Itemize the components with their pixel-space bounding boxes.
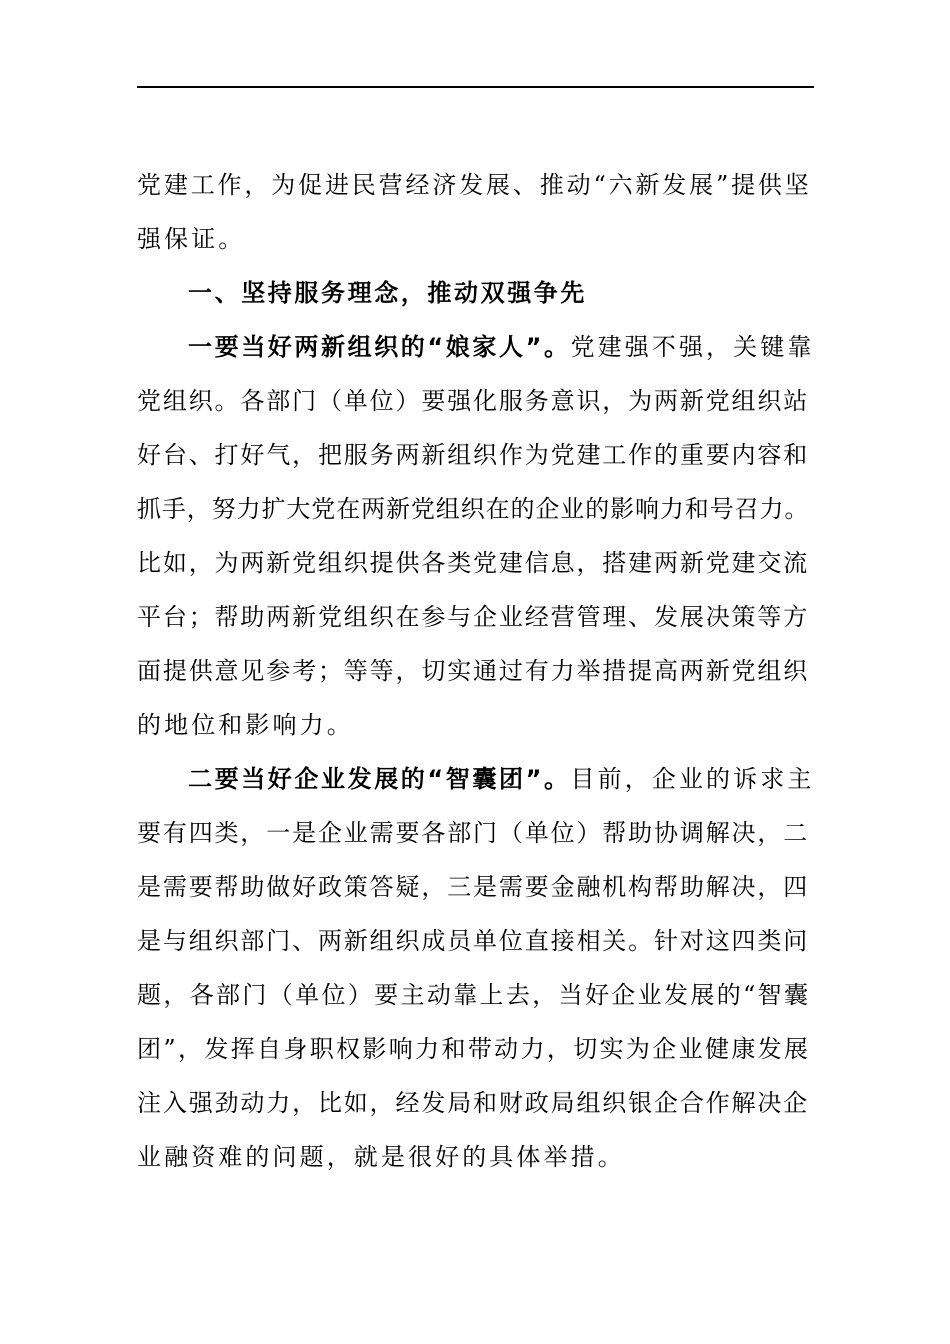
para2-line: 要有四类，一是企业需要各部门（单位）帮助协调解决，二 <box>137 819 810 847</box>
para1-line: 抓手，努力扩大党在两新党组织在的企业的影响力和号召力。 <box>137 495 810 523</box>
para2-line: 题，各部门（单位）要主动靠上去，当好企业发展的“智囊 <box>137 981 811 1009</box>
para2-line: 业融资难的问题，就是很好的具体举措。 <box>137 1143 625 1171</box>
para2-first-line-rest: 目前，企业的诉求主 <box>570 765 815 793</box>
header-rule <box>137 86 814 88</box>
section-heading: 一、坚持服务理念，推动双强争先 <box>188 279 587 307</box>
para1-line: 面提供意见参考；等等，切实通过有力举措提高两新党组织 <box>137 657 810 685</box>
para1-line: 好台、打好气，把服务两新组织作为党建工作的重要内容和 <box>137 441 810 469</box>
para2-first-line <box>137 752 814 806</box>
para1-lead: 一要当好两新组织的“娘家人”。 <box>188 333 571 361</box>
intro-line: 党建工作，为促进民营经济发展、推动“六新发展”提供坚 <box>137 171 812 199</box>
para2-line: 是需要帮助做好政策答疑，三是需要金融机构帮助解决，四 <box>137 873 810 901</box>
para2-lead: 二要当好企业发展的“智囊团”。 <box>188 765 571 793</box>
intro-line: 强保证。 <box>137 225 246 253</box>
para1-first-line-rest: 党建强不强，关键靠 <box>570 333 815 361</box>
para1-line: 平台；帮助两新党组织在参与企业经营管理、发展决策等方 <box>137 603 810 631</box>
document-body <box>137 158 814 1184</box>
para1-first-line <box>137 320 814 374</box>
para1-line: 比如，为两新党组织提供各类党建信息，搭建两新党建交流 <box>137 549 810 577</box>
para1-line: 的地位和影响力。 <box>137 711 354 739</box>
para2-line: 是与组织部门、两新组织成员单位直接相关。针对这四类问 <box>137 927 810 955</box>
para1-line: 党组织。各部门（单位）要强化服务意识，为两新党组织站 <box>137 387 810 415</box>
para2-line: 团”，发挥自身职权影响力和带动力，切实为企业健康发展 <box>137 1035 811 1063</box>
para2-line: 注入强劲动力，比如，经发局和财政局组织银企合作解决企 <box>137 1089 810 1117</box>
